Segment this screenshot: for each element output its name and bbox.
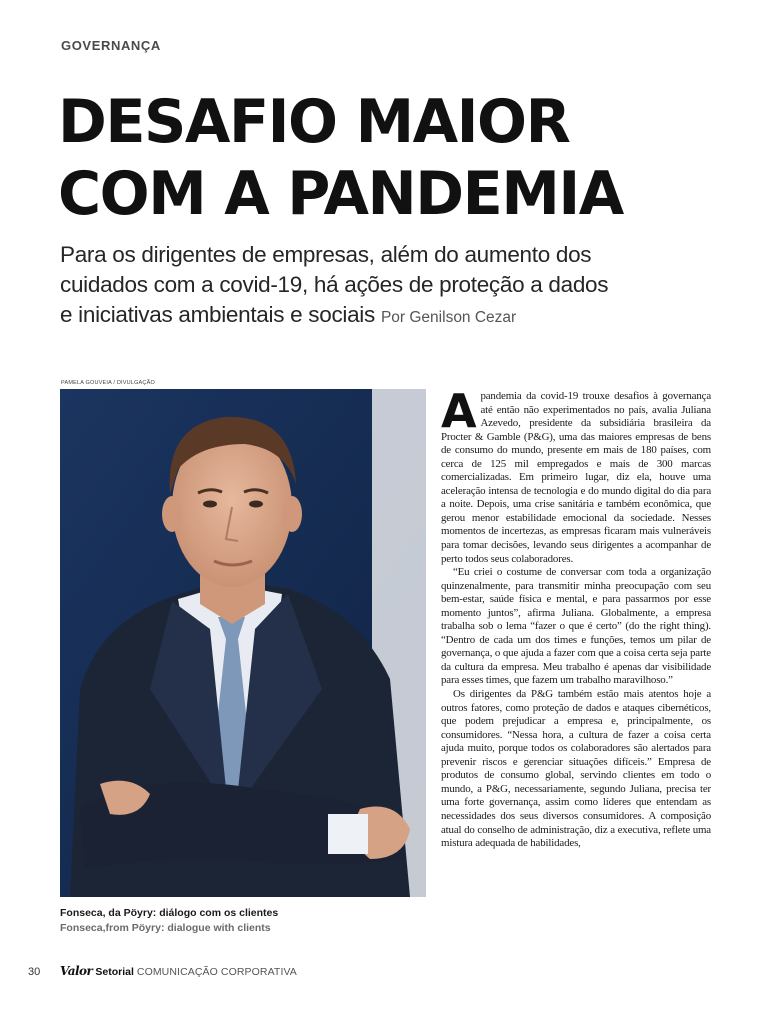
headline-line-1: DESAFIO MAIOR <box>58 87 570 157</box>
portrait-photo <box>60 389 426 897</box>
footer-section-name: COMUNICAÇÃO CORPORATIVA <box>136 966 297 978</box>
subhead-line-2: cuidados com a covid-19, há ações de proteção a dados <box>60 272 609 297</box>
subhead-line-1: Para os dirigentes de empresas, além do aumento dos <box>60 242 592 267</box>
paragraph-1-text: pandemia da covid-19 trouxe desafios à governança até então não experimentados no país, avalia Juliana Azevedo, presidente da subsidiária brasileira da Procter & Gamble (P&G), uma das maiores empresas de bens de consumo do mundo, presente em mais de 180 países, com cerca de 125 mil empregados e mais de 300 marcas comercializadas. Em primeiro lugar, diz ela, houve uma aceleração intensa de tecnologia e do mundo digital do dia para a noite. Depois, uma crise sanitária e também econômica, que gerou menor estabilidade emocional da sociedade. Nesses momentos de incertezas, as empresas ficaram mais vulneráveis para tomar decisões, levando seus dirigentes a acompanhar de perto todos seus colaboradores. <box>441 390 711 565</box>
section-tag: GOVERNANÇA <box>61 38 161 53</box>
subhead-line-3: e iniciativas ambientais e sociais <box>60 302 375 327</box>
subhead-line-3-wrap <box>60 300 720 333</box>
setorial-label: Setorial <box>95 966 134 978</box>
portrait-illustration <box>60 389 426 897</box>
article-body <box>441 384 711 851</box>
page-number: 30 <box>28 966 41 978</box>
caption-english: Fonseca,from Pöyry: dialogue with clients <box>60 922 271 934</box>
caption-portuguese: Fonseca, da Pöyry: diálogo com os clientes <box>60 907 279 919</box>
valor-logo: Valor <box>60 964 93 978</box>
article-paragraph-2: “Eu criei o costume de conversar com toda a organização quinzenalmente, para transmitir minha preocupação com seu bem-estar, saúde física e mental, e para passarmos por esse momento juntos”, afirma Juliana. Globalmente, a empresa trabalha sob o lema “fazer o que é certo” (do the right thing). “Dentro de cada um dos times e funções, temos um pilar de governança, o que ajuda a fazer com que a coisa certa seja parte da cultura da empresa. Meu trabalho é apenas dar visibilidade para esses times, que fazem um trabalho maravilhoso.” <box>441 566 711 687</box>
byline: Por Genilson Cezar <box>380 309 517 326</box>
drop-cap: A <box>441 384 477 438</box>
page-footer <box>28 964 297 978</box>
headline-line-2: COM A PANDEMIA <box>58 159 623 229</box>
photo-credit: PAMELA GOUVEIA / DIVULGAÇÃO <box>61 380 155 386</box>
article-paragraph-3: Os dirigentes da P&G também estão mais atentos hoje a outros fatores, como proteção de dados e ataques cibernéticos, que podem prejudicar a empresa e, principalmente, os consumidores. “Nessa hora, a cultura de fazer a coisa certa ajuda muito, porque todos os colaboradores são alertados para prevenir riscos e gerenciar situações difíceis.” Empresa de produtos de consumo global, servindo clientes em todo o mundo, a P&G, necessariamente, segundo Juliana, precisa ter uma forte governança, assim como líderes que entendam as necessidades dos seus diversos consumidores. A composição atual do conselho de administração, diz a executiva, reflete uma mistura adequada de habilidades, <box>441 688 711 850</box>
photo-caption <box>60 906 430 936</box>
subheadline <box>60 240 720 333</box>
article-paragraph-1 <box>441 384 711 566</box>
headline <box>58 86 724 230</box>
